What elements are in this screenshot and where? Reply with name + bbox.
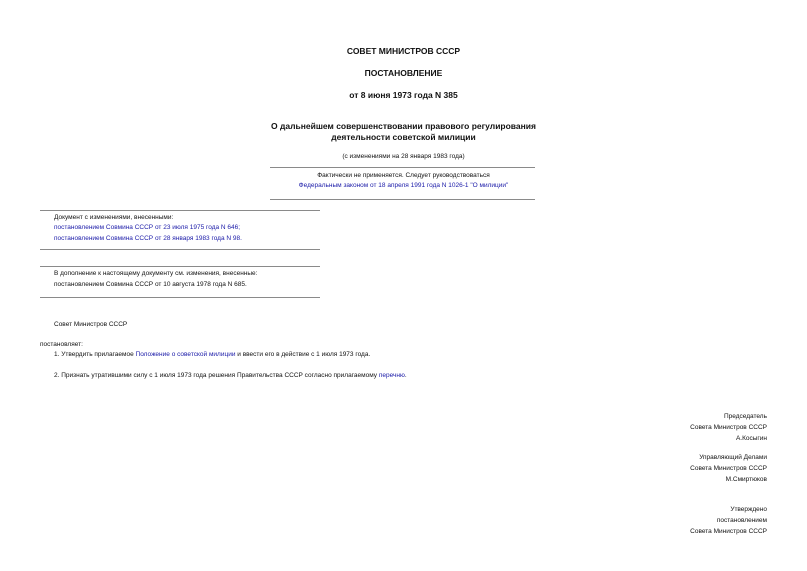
addition-bottom-divider [40, 297, 320, 298]
chairman-role: Председатель [723, 413, 767, 420]
document-date-number: от 8 июня 1973 года N 385 [349, 90, 458, 100]
document-type: ПОСТАНОВЛЕНИЕ [364, 68, 443, 78]
item-1-prefix: 1. Утвердить прилагаемое [54, 351, 136, 358]
notice-top-divider [270, 167, 535, 168]
resolution-item-2 [54, 371, 407, 381]
notice-law-link-line [0, 181, 807, 191]
notice-text: Фактически не применяется. Следует руководствоваться [317, 172, 490, 179]
administrator-role: Управляющий Делами [699, 454, 767, 461]
changes-link-2-line [54, 234, 242, 244]
addition-line-1: В дополнение к настоящему документу см. изменения, внесенные: [54, 270, 258, 277]
addition-top-divider [40, 266, 320, 267]
item-1-suffix: и ввести его в действие с 1 июля 1973 года. [235, 351, 371, 358]
document-title-line-2: деятельности советской милиции [331, 132, 476, 142]
signature-chairman [690, 411, 767, 444]
resolution-subject: Совет Министров СССР [54, 321, 128, 328]
issuer-heading: СОВЕТ МИНИСТРОВ СССР [346, 46, 461, 56]
changes-top-divider [40, 210, 320, 211]
changes-heading: Документ с изменениями, внесенными: [54, 214, 174, 221]
approval-stamp [690, 504, 767, 537]
changes-link-1-line [54, 223, 240, 233]
changes-bottom-divider [40, 249, 320, 250]
addition-line-2: постановлением Совмина СССР от 10 августа 1978 года N 685. [54, 281, 247, 288]
resolution-verb: постановляет: [40, 341, 83, 348]
amendment-note: (с изменениями на 28 января 1983 года) [342, 153, 465, 160]
approval-line-2: постановлением [716, 517, 767, 524]
item-2-suffix: . [404, 372, 407, 379]
approval-line-1: Утверждено [730, 506, 767, 513]
militia-regulation-link[interactable]: Положение о советской милиции [135, 351, 236, 358]
resolution-item-1 [54, 350, 370, 360]
notice-bottom-divider [270, 199, 535, 200]
administrator-name: М.Смиртюков [725, 476, 767, 483]
administrator-org: Совета Министров СССР [690, 465, 767, 472]
chairman-org: Совета Министров СССР [690, 424, 767, 431]
document-title-line-1: О дальнейшем совершенствовании правового регулирования [271, 121, 536, 131]
item-2-prefix: 2. Признать утратившими силу с 1 июля 1973 года решения Правительства СССР согласно прилагаемому [54, 372, 379, 379]
repealed-list-link[interactable]: перечню [378, 372, 405, 379]
amendment-link-1975[interactable]: постановлением Совмина СССР от 23 июля 1975 года N 646; [54, 224, 241, 231]
federal-law-link[interactable]: Федеральным законом от 18 апреля 1991 года N 1026-1 "О милиции" [298, 182, 509, 189]
amendment-link-1983[interactable]: постановлением Совмина СССР от 28 января 1983 года N 98. [54, 235, 242, 242]
approval-line-3: Совета Министров СССР [690, 528, 767, 535]
signature-administrator [690, 452, 767, 485]
chairman-name: А.Косыгин [735, 435, 767, 442]
